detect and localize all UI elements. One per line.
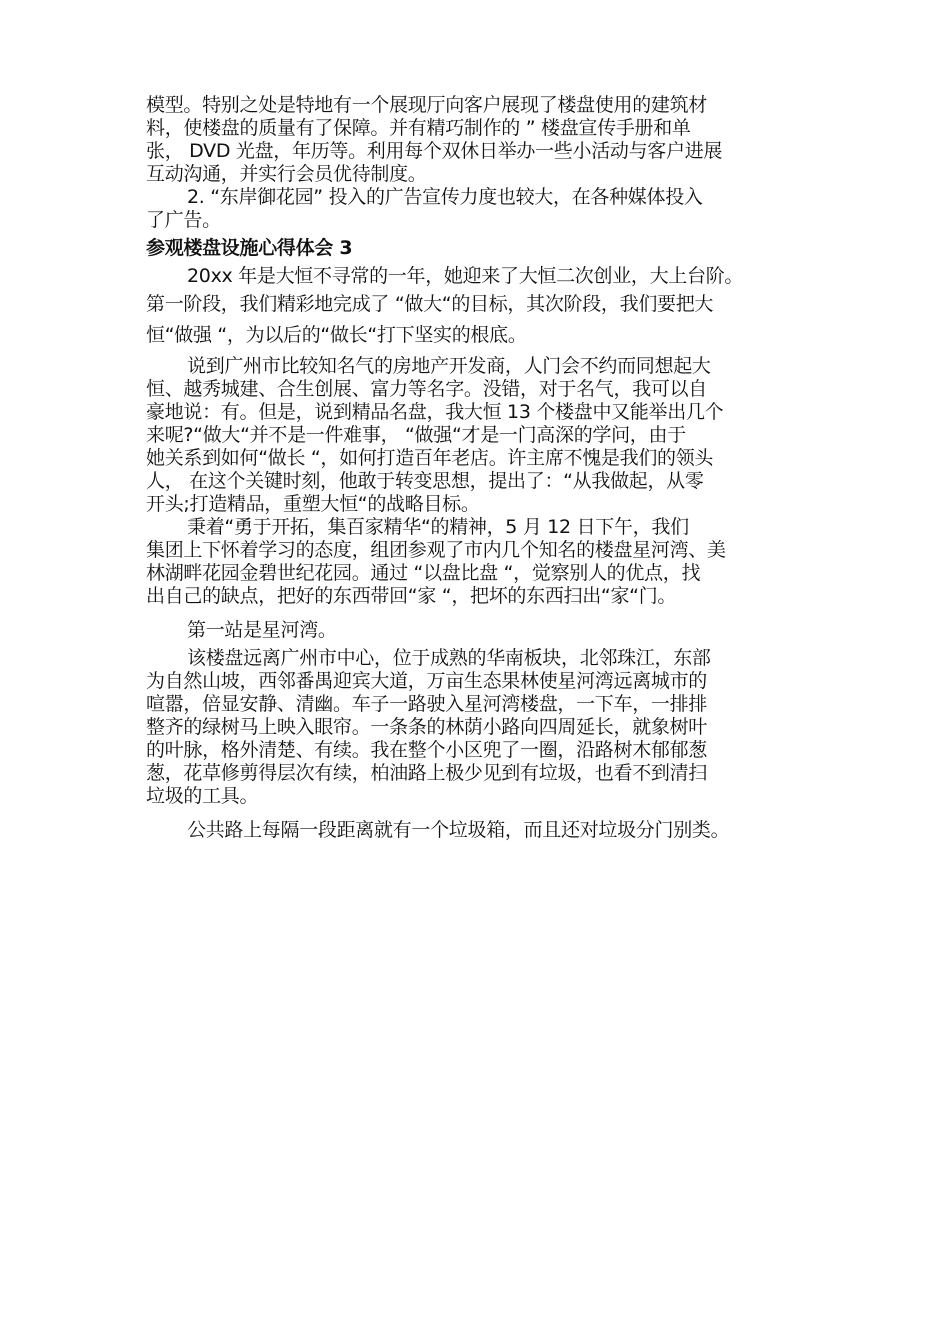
text-line: 料，使楼盘的质量有了保障。并有精巧制作的 ” 楼盘宣传手册和单	[146, 117, 691, 139]
text-line: 人， 在这个关键时刻，他敢于转变思想，提出了：“从我做起，从零	[146, 470, 704, 492]
text-line: 互动沟通，并实行会员优待制度。	[146, 163, 427, 185]
text-line: 垃圾的工具。	[146, 785, 259, 807]
paragraph-first-stop: 第一站是星河湾。	[187, 619, 337, 641]
text-line: 为自然山坡，西邻番禺迎宾大道，万亩生态果林使星河湾远离城市的	[146, 670, 708, 692]
text-line: 来呢?“做大“并不是一件难事， “做强“才是一门高深的学问，由于	[146, 424, 686, 446]
text-line: 该楼盘远离广州市中心，位于成熟的华南板块，北邻珠江，东部	[187, 647, 711, 669]
text-line: 集团上下怀着学习的态度，组团参观了市内几个知名的楼盘星河湾、美	[146, 539, 726, 561]
text-line: 喧嚣，倍显安静、清幽。车子一路驶入星河湾楼盘，一下车，一排排	[146, 693, 708, 715]
paragraph-visit-plan	[146, 516, 812, 608]
paragraph-advertising	[146, 186, 812, 232]
text-line: 说到广州市比较知名气的房地产开发商，人门会不约而同想起大	[187, 355, 711, 377]
text-line: 模型。特别之处是特地有一个展现厅向客户展现了楼盘使用的建筑材	[146, 94, 708, 116]
text-line: 整齐的绿树马上映入眼帘。一条条的林荫小路向四周延长，就象树叶	[146, 716, 708, 738]
paragraph-building-model	[146, 94, 812, 186]
paragraph-year-summary	[146, 265, 812, 347]
paragraph-trash-bins: 公共路上每隔一段距离就有一个垃圾箱，而且还对垃圾分门别类。	[187, 819, 730, 841]
text-line: 葱，花草修剪得层次有续，柏油路上极少见到有垃圾，也看不到清扫	[146, 762, 708, 784]
text-line: 2. “东岸御花园” 投入的广告宣传力度也较大，在各种媒体投入	[187, 186, 703, 208]
text-line: 的叶脉，格外清楚、有续。我在整个小区兜了一圈，沿路树木郁郁葱	[146, 739, 708, 761]
text-line: 第一阶段，我们精彩地完成了 “做大“的目标，其次阶段，我们要把大	[146, 293, 714, 315]
section-heading: 参观楼盘设施心得体会 3	[146, 237, 353, 259]
text-line: 她关系到如何“做长 “，如何打造百年老店。许主席不愧是我们的领头	[146, 447, 714, 469]
text-line: 出自己的缺点，把好的东西带回“家 “，把坏的东西扫出“家“门。	[146, 585, 677, 607]
text-line: 开头;打造精品，重塑大恒“的战略目标。	[146, 493, 480, 515]
text-line: 了广告。	[146, 209, 221, 231]
text-line: 秉着“勇于开拓，集百家精华“的精神，5 月 12 日下午，我们	[187, 516, 689, 538]
text-line: 张， DVD 光盘，年历等。利用每个双休日举办一些小活动与客户进展	[146, 140, 723, 162]
paragraph-developer-fame	[146, 355, 812, 516]
text-line: 恒、越秀城建、合生创展、富力等名字。没错，对于名气，我可以自	[146, 378, 708, 400]
text-line: 豪地说：有。但是，说到精品名盘，我大恒 13 个楼盘中又能举出几个	[146, 401, 724, 423]
text-line: 林湖畔花园金碧世纪花园。通过 “以盘比盘 “，觉察别人的优点，找	[146, 562, 701, 584]
document-page	[146, 94, 812, 842]
paragraph-xinghewan	[146, 647, 812, 808]
text-line: 恒“做强 “，为以后的“做长“打下坚实的根底。	[146, 324, 527, 346]
text-line: 20xx 年是大恒不寻常的一年，她迎来了大恒二次创业，大上台阶。	[187, 265, 744, 287]
